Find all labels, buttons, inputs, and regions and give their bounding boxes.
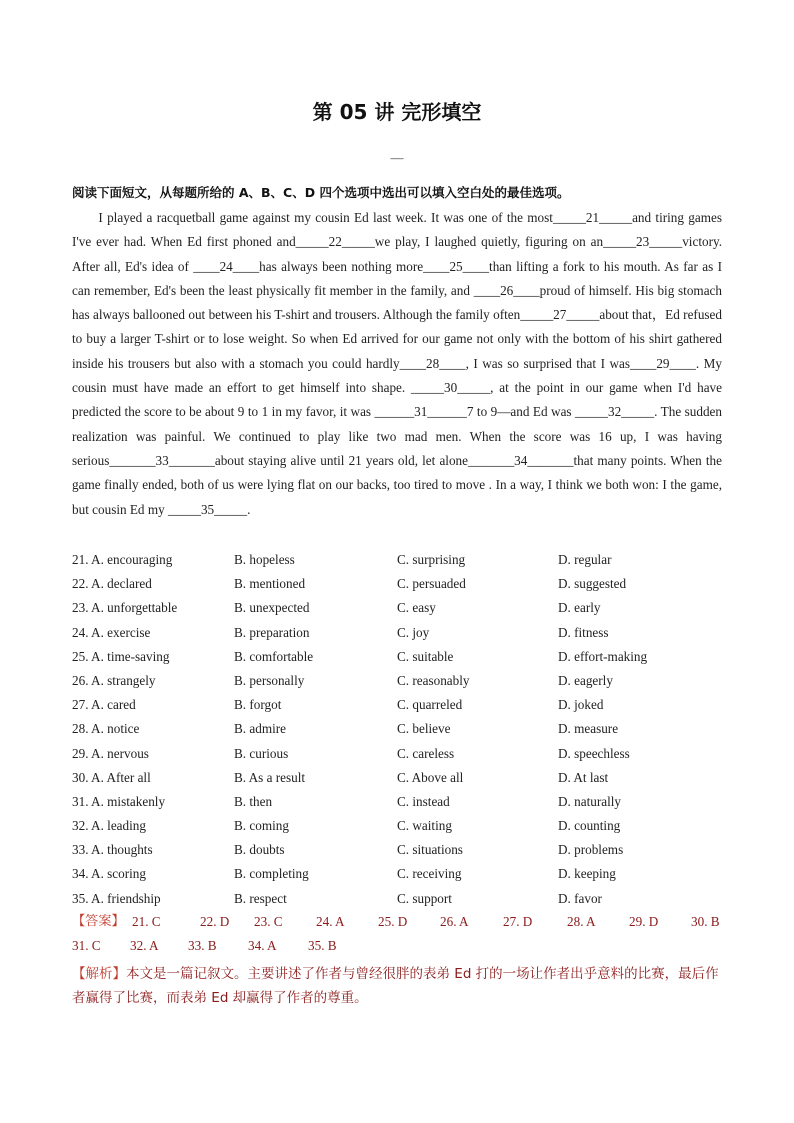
option-choice: 34. A. scoring	[72, 866, 146, 882]
option-choice: C. receiving	[397, 866, 462, 882]
option-choice: B. admire	[234, 721, 287, 737]
answer-item: 34. A	[248, 938, 277, 954]
option-choice: B. personally	[234, 672, 305, 688]
answer-item: 30. B	[691, 914, 720, 929]
option-choice: B. completing	[234, 866, 309, 882]
option-choice: D. counting	[558, 818, 621, 834]
option-choice: 23. A. unforgettable	[72, 600, 178, 616]
option-choice: 25. A. time-saving	[72, 648, 170, 664]
option-choice: B. forgot	[234, 697, 282, 713]
option-choice: B. curious	[234, 745, 289, 761]
option-choice: D. fitness	[558, 624, 609, 640]
option-choice: 35. A. friendship	[72, 890, 161, 906]
option-row	[72, 766, 732, 790]
option-choice: D. regular	[558, 552, 612, 567]
option-choice: D. keeping	[558, 866, 616, 882]
option-choice: C. situations	[397, 842, 463, 858]
option-choice: D. effort-making	[558, 648, 648, 664]
option-row	[72, 669, 732, 693]
option-row	[72, 838, 732, 862]
option-choice: 33. A. thoughts	[72, 842, 153, 858]
option-choice: B. coming	[234, 818, 289, 834]
analysis-block	[72, 962, 732, 1010]
option-choice: C. careless	[397, 745, 455, 761]
option-choice: 28. A. notice	[72, 721, 140, 737]
answer-item: 25. D	[378, 914, 408, 929]
option-choice: B. hopeless	[234, 552, 295, 567]
option-row	[72, 645, 732, 669]
option-choice: B. doubts	[234, 842, 285, 858]
option-choice: C. quarreled	[397, 697, 463, 713]
option-choice: 22. A. declared	[72, 576, 152, 592]
option-choice: D. measure	[558, 721, 619, 737]
option-choice: 31. A. mistakenly	[72, 793, 166, 809]
passage-paragraph: I played a racquetball game against my cousin Ed last week. It was one of the most_____21_____and tiring games I've ever had. When Ed first phoned and_____22_____we play, I laughed quietly, figuring on an_____23_____victory. After all, Ed's idea of ____24____has always been nothing more____25____than lifting a fork to his mouth. As far as I can remember, Ed's been the least physically fit member in the family, and ____26____proud of himself. His big stomach has always ballooned out between his T-shirt and trousers. Although the family often_____27_____about that，Ed refused to buy a larger T-shirt or to lose weight. So when Ed arrived for our game not only with the bottom of his shirt gathered inside his trousers but also with a stomach you could hardly____28____, I was so surprised that I was____29____. My cousin must have made an effort to get himself into shape. _____30_____, at the point in our game when I'd have predicted the score to be about 9 to 1 in my favor, it was ______31______7 to 9—and Ed was _____32_____. The sudden realization was painful. We continued to play like two mad men. When the score was 16 up, I was having serious_______33_______about staying alive until 21 years old, let alone_______34_______that many points. When the game finally ended, both of us were lying flat on our backs, too tired to move . In a way, I think we both won: I the game, but cousin Ed my _____35_____.	[72, 210, 722, 517]
option-row	[72, 596, 732, 620]
option-choice: 32. A. leading	[72, 818, 146, 834]
answer-item: 22. D	[200, 914, 230, 929]
option-choice: B. unexpected	[234, 600, 310, 616]
option-row	[72, 693, 732, 717]
passage	[72, 206, 722, 522]
answers-row-1	[72, 910, 732, 934]
option-choice: C. Above all	[397, 769, 464, 785]
answer-item: 26. A	[440, 914, 469, 929]
option-row	[72, 862, 732, 886]
option-choice: D. favor	[558, 890, 602, 906]
option-choice: C. believe	[397, 721, 451, 737]
option-choice: C. support	[397, 890, 452, 906]
answer-item: 31. C	[72, 938, 101, 954]
option-choice: B. comfortable	[234, 648, 314, 664]
option-row	[72, 621, 732, 645]
option-choice: C. persuaded	[397, 576, 466, 592]
answer-item: 35. B	[308, 938, 337, 954]
option-choice: D. At last	[558, 769, 609, 785]
option-row	[72, 572, 732, 596]
option-choice: 29. A. nervous	[72, 745, 149, 761]
option-choice: 24. A. exercise	[72, 624, 151, 640]
page-title: 第 05 讲 完形填空	[312, 100, 482, 124]
option-choice: D. suggested	[558, 576, 627, 592]
option-choice: 27. A. cared	[72, 697, 136, 713]
option-choice: C. suitable	[397, 648, 454, 664]
option-choice: D. eagerly	[558, 672, 613, 688]
answer-item: 27. D	[503, 914, 533, 929]
option-choice: B. then	[234, 793, 273, 809]
option-choice: B. preparation	[234, 624, 310, 640]
option-choice: B. mentioned	[234, 576, 306, 592]
option-choice: C. reasonably	[397, 672, 470, 688]
option-choice: 30. A. After all	[72, 769, 151, 785]
answers-block	[72, 910, 732, 959]
option-choice: B. As a result	[234, 769, 306, 785]
option-row	[72, 887, 732, 911]
answer-item: 21. C	[132, 914, 161, 929]
option-row	[72, 548, 732, 572]
option-choice: C. surprising	[397, 552, 466, 567]
separator-dash: —	[390, 150, 404, 165]
option-choice: C. waiting	[397, 818, 452, 834]
answers-row-2	[72, 934, 732, 958]
analysis-label: 【解析】	[72, 966, 126, 982]
option-row	[72, 790, 732, 814]
option-choice: 21. A. encouraging	[72, 552, 173, 567]
option-choice: B. respect	[234, 890, 287, 906]
option-choice: D. joked	[558, 697, 604, 713]
answers-label: 【答案】	[72, 914, 125, 929]
option-row	[72, 814, 732, 838]
answer-item: 28. A	[567, 914, 596, 929]
option-choice: C. easy	[397, 600, 436, 616]
option-choice: 26. A. strangely	[72, 672, 156, 688]
option-choice: D. early	[558, 600, 601, 616]
analysis-text: 本文是一篇记叙文。主要讲述了作者与曾经很胖的表弟 Ed 打的一场让作者出乎意料的比赛，最后作者赢得了比赛，而表弟 Ed 却赢得了作者的尊重。	[72, 966, 719, 1006]
option-choice: D. problems	[558, 842, 624, 858]
answer-item: 23. C	[254, 914, 283, 929]
option-row	[72, 717, 732, 741]
instruction-text: 阅读下面短文，从每题所给的 A、B、C、D 四个选项中选出可以填入空白处的最佳选项。	[72, 185, 570, 200]
options-list	[72, 548, 732, 911]
answer-item: 32. A	[130, 938, 159, 954]
answer-item: 24. A	[316, 914, 345, 929]
option-choice: D. speechless	[558, 745, 630, 761]
option-choice: C. joy	[397, 624, 430, 640]
option-row	[72, 742, 732, 766]
answer-item: 29. D	[629, 914, 659, 929]
option-choice: C. instead	[397, 793, 450, 809]
option-choice: D. naturally	[558, 793, 621, 809]
answer-item: 33. B	[188, 938, 217, 954]
